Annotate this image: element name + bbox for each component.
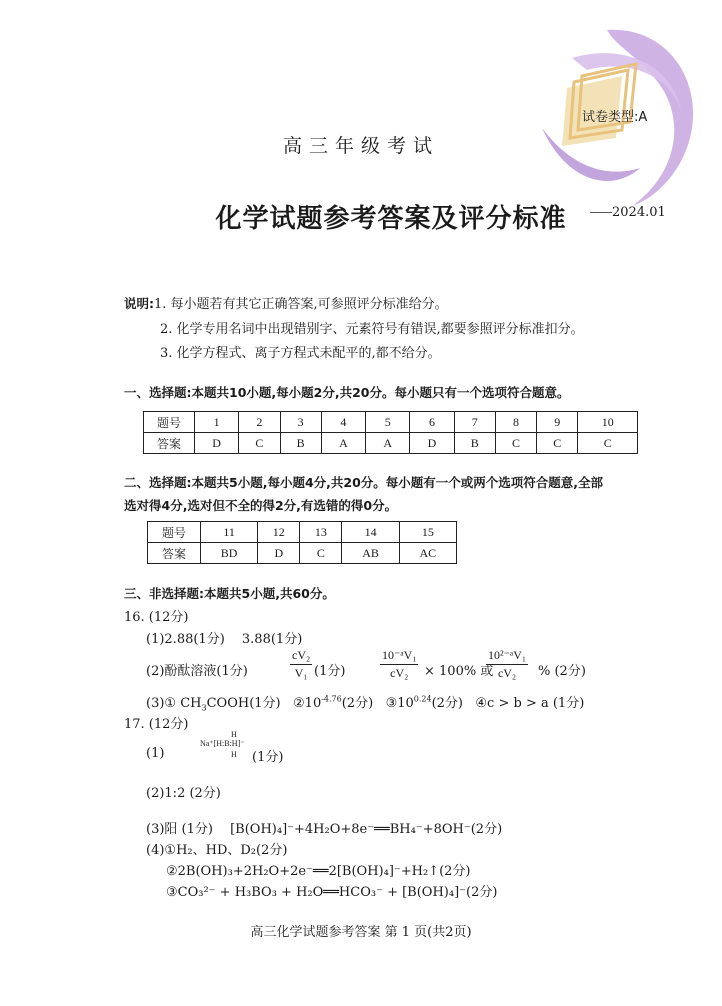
table-cell: C xyxy=(495,433,536,454)
table-cell: A xyxy=(366,433,410,454)
q16-part3-a: (3)① CH xyxy=(146,696,202,711)
q17-part4c: ③CO₃²⁻ + H₃BO₃ + H₂O══HCO₃⁻ + [B(OH)₄]⁻(2分) xyxy=(166,885,498,900)
table-cell: 题号 xyxy=(148,522,201,543)
fraction-denominator: cV₂ xyxy=(497,666,517,680)
section-2-heading: 选对得4分,选对但不全的得2分,有选错的得0分。 xyxy=(124,498,398,513)
table-cell: 5 xyxy=(366,412,410,433)
fraction-cv2-over-v1 xyxy=(290,648,312,681)
q17-part2: (2)1:2 (2分) xyxy=(146,786,221,801)
fraction-expression-3 xyxy=(486,648,528,681)
fraction-denominator: V₁ xyxy=(294,666,308,680)
superscript: -4.76 xyxy=(321,694,342,704)
page-title: 化学试题参考答案及评分标准 xyxy=(215,204,567,234)
lewis-hydrogen-bracket: :H]⁻ xyxy=(229,739,245,748)
q16-part3-c: ③10 xyxy=(385,696,414,711)
table-cell: 7 xyxy=(454,412,495,433)
lewis-boron: B xyxy=(224,739,230,748)
table-row xyxy=(144,433,638,454)
table-cell: 13 xyxy=(300,522,342,543)
table-cell: 14 xyxy=(342,522,399,543)
answer-table-2 xyxy=(147,521,457,564)
subscript: 3 xyxy=(201,703,207,713)
table-cell: 9 xyxy=(537,412,578,433)
table-cell: C xyxy=(578,433,638,454)
q16-part3-d: ④c > b > a (1分) xyxy=(475,696,585,711)
q16-score: % (2分) xyxy=(538,664,586,679)
lewis-top-hydrogen: H xyxy=(231,730,237,739)
q16-times-or: × 100% 或 xyxy=(424,664,494,679)
q16-part3-a-rest: COOH(1分) xyxy=(206,696,281,711)
table-cell: 6 xyxy=(410,412,454,433)
note-item: 2. 化学专用名词中出现错别字、元素符号有错误,都要参照评分标准扣分。 xyxy=(160,322,584,337)
section-1-heading: 一、选择题:本题共10小题,每小题2分,共20分。每小题只有一个选项符合题意。 xyxy=(124,385,570,400)
lewis-sodium-bracket: Na⁺[H: xyxy=(200,739,225,748)
q17-part1-label: (1) xyxy=(146,746,165,761)
q17-title: 17. (12分) xyxy=(124,717,189,732)
table-cell: A xyxy=(321,433,365,454)
lewis-structure-layer xyxy=(200,739,244,749)
q16-part3-c-rest: (2分) xyxy=(431,696,463,711)
lewis-bottom-hydrogen: H xyxy=(231,750,237,759)
q16-score: (1分) xyxy=(314,664,346,679)
table-cell: 12 xyxy=(258,522,300,543)
q16-part3-b-rest: (2分) xyxy=(341,696,374,711)
table-cell: 题号 xyxy=(144,412,195,433)
section-2-heading: 二、选择题:本题共5小题,每小题4分,共20分。每小题有一个或两个选项符合题意,全部 xyxy=(124,475,604,490)
q17-part4b: ②2B(OH)₃+2H₂O+2e⁻══2[B(OH)₄]⁻+H₂↑(2分) xyxy=(166,864,471,879)
table-cell: D xyxy=(258,543,300,564)
exam-header: 高三年级考试 xyxy=(282,135,439,157)
table-cell: C xyxy=(300,543,342,564)
table-cell: 2 xyxy=(239,412,280,433)
table-cell: 4 xyxy=(321,412,365,433)
fraction-denominator: cV₂ xyxy=(390,666,409,680)
q17-part4a: (4)①H₂、HD、D₂(2分) xyxy=(146,843,288,858)
q16-part1: (1)2.88(1分) 3.88(1分) xyxy=(146,632,303,647)
fraction-numerator: 10⁻ᵃV₁ xyxy=(380,648,418,665)
table-cell: 1 xyxy=(195,412,239,433)
superscript: 0.24 xyxy=(413,694,432,704)
paper-type-label: 试卷类型:A xyxy=(582,110,648,125)
table-row xyxy=(148,543,457,564)
answer-table-1 xyxy=(143,411,638,454)
page-footer: 高三化学试题参考答案 第 1 页(共2页) xyxy=(250,925,472,940)
note-item: 1. 每小题若有其它正确答案,可参照评分标准给分。 xyxy=(154,297,448,312)
notes-line-1 xyxy=(124,293,448,312)
table-cell: AB xyxy=(342,543,399,564)
table-cell: AC xyxy=(399,543,456,564)
table-cell: B xyxy=(454,433,495,454)
table-row xyxy=(144,412,638,433)
q17-part3: (3)阳 (1分) [B(OH)₄]⁻+4H₂O+8e⁻══BH₄⁻+8OH⁻(2分) xyxy=(146,822,503,837)
table-row xyxy=(148,522,457,543)
q16-part2-label: (2)酚酞溶液(1分) xyxy=(146,664,248,679)
table-cell: 10 xyxy=(578,412,638,433)
table-cell: D xyxy=(410,433,454,454)
table-cell: 答案 xyxy=(148,543,201,564)
table-cell: C xyxy=(239,433,280,454)
exam-date: 2024.01 xyxy=(612,205,666,220)
table-cell: 答案 xyxy=(144,433,195,454)
table-cell: 8 xyxy=(495,412,536,433)
note-item: 3. 化学方程式、离子方程式未配平的,都不给分。 xyxy=(160,346,441,361)
q16-part3-b: ②10 xyxy=(293,696,322,711)
date-divider xyxy=(590,212,612,213)
table-cell: BD xyxy=(201,543,258,564)
fraction-expression-2 xyxy=(380,648,418,681)
table-cell: 3 xyxy=(280,412,321,433)
table-cell: 15 xyxy=(399,522,456,543)
fraction-numerator: 10²⁻ᵃV₁ xyxy=(486,648,528,665)
table-cell: D xyxy=(195,433,239,454)
table-cell: 11 xyxy=(201,522,258,543)
table-cell: C xyxy=(537,433,578,454)
q17-score: (1分) xyxy=(252,750,284,765)
section-3-heading: 三、非选择题:本题共5小题,共60分。 xyxy=(124,586,335,601)
q16-part3 xyxy=(146,692,584,713)
q16-title: 16. (12分) xyxy=(124,610,189,625)
fraction-numerator: cV₂ xyxy=(290,648,312,665)
table-cell: B xyxy=(280,433,321,454)
notes-label: 说明: xyxy=(124,296,154,311)
